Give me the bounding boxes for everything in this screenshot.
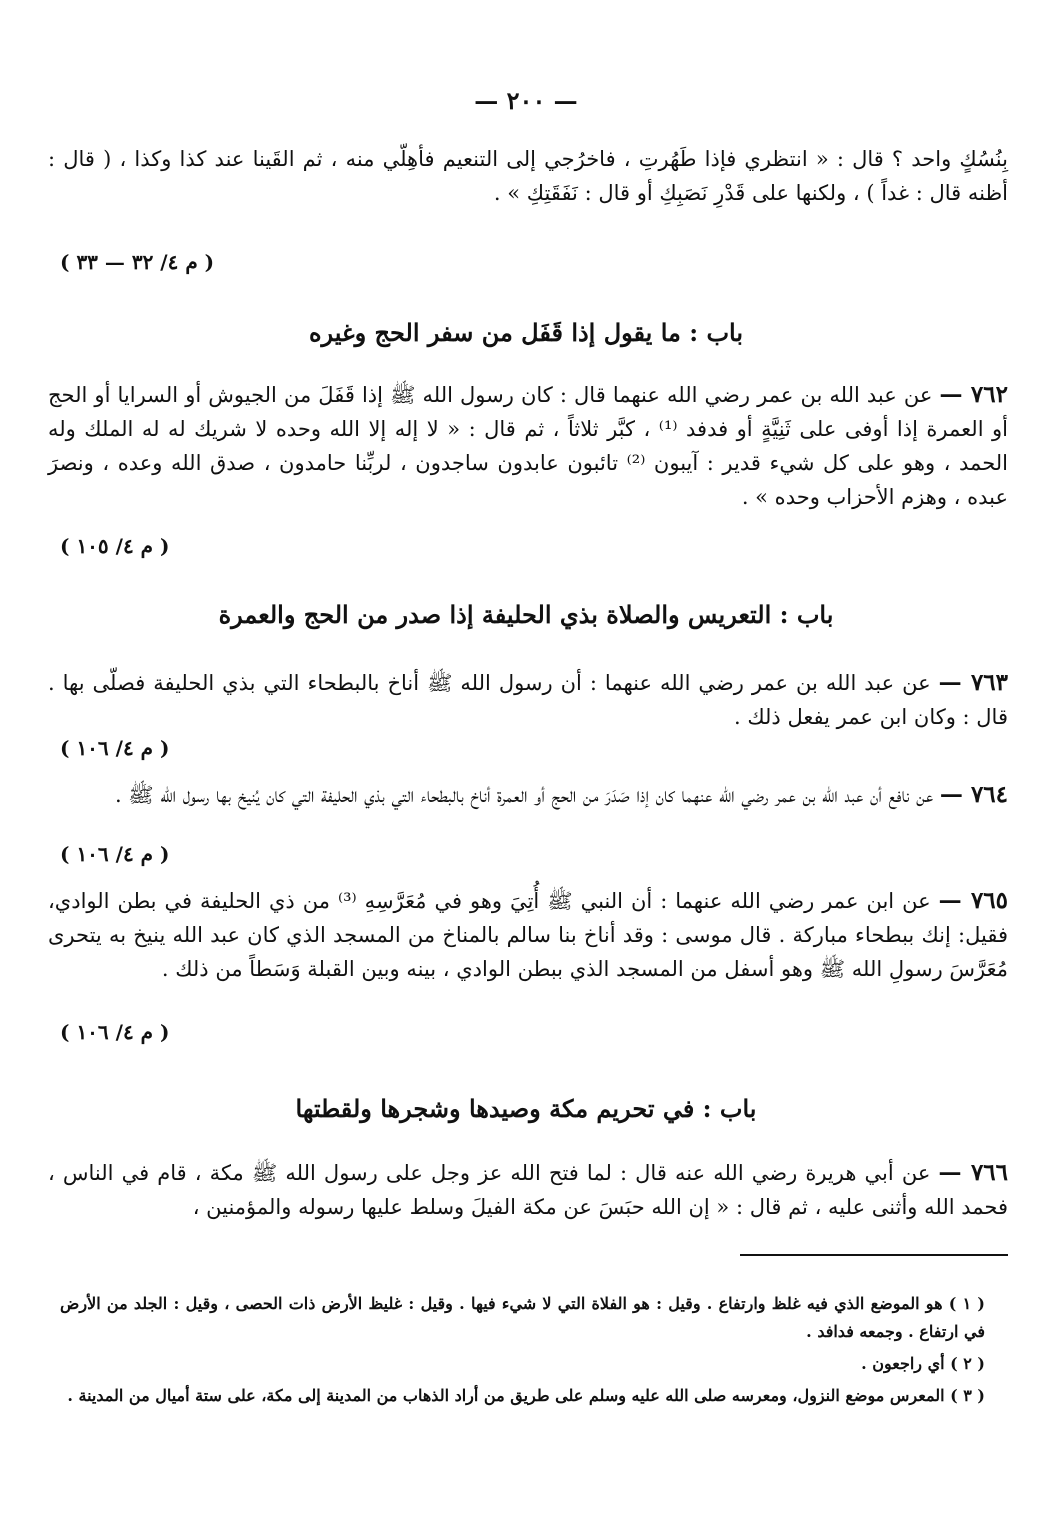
footnote-divider (740, 1254, 1008, 1256)
hadith-763-reference: ( م ٤/ ١٠٦ ) (60, 736, 170, 760)
section-heading-3: باب : في تحريم مكة وصيدها وشجرها ولقطتها (295, 1094, 757, 1123)
intro-text: بِنُسُكٍ واحد ؟ قال : « انتظري فإذا طَهُرتِ ، فاخرُجي إلى التنعيم فأهِلّي منه ، ثم القَينا عند كذا وكذا ، ( قال : أظنه قال : غداً ) ، ولكنها على قَدْرِ نَصَبِكِ أو قال : نَفَقَتِكِ » . (48, 147, 1008, 205)
hadith-number: ٧٦٤ — (939, 781, 1008, 808)
intro-reference: ( م ٤/ ٣٢ — ٣٣ ) (60, 250, 215, 274)
hadith-number: ٧٦٥ — (938, 887, 1008, 914)
hadith-number: ٧٦٢ — (939, 381, 1008, 408)
hadith-762-reference: ( م ٤/ ١٠٥ ) (60, 534, 170, 558)
hadith-number: ٧٦٣ — (938, 669, 1008, 696)
footnote-1: ( ١ ) هو الموضع الذي فيه غلظ وارتفاع . وقيل : هو الفلاة التي لا شيء فيها . وقيل : غليظ الأرض ذات الحصى ، وقيل : الجلد من الأرض في ارتفاع . وجمعه فدافد . (60, 1294, 986, 1341)
hadith-765-reference: ( م ٤/ ١٠٦ ) (60, 1020, 170, 1044)
hadith-766 (48, 1156, 1008, 1224)
page-number: — ٢٠٠ — (474, 86, 578, 115)
hadith-text: عن ابن عمر رضي الله عنهما : أن النبي ﷺ أُتِيَ وهو في مُعَرَّسِهِ ⁽³⁾ من ذي الحليفة في بطن الوادي، فقيل: إنك ببطحاء مباركة . قال موسى : وقد أناخ بنا سالم بالمناخ من المسجد الذي كان عبد الله ينيخ به يتحرى مُعَرَّسَ رسولِ الله ﷺ وهو أسفل من المسجد الذي ببطن الوادي ، بينه وبين القبلة وَسَطاً من ذلك . (48, 889, 1008, 981)
hadith-765 (48, 884, 1008, 986)
section-heading-2: باب : التعريس والصلاة بذي الحليفة إذا صدر من الحج والعمرة (218, 600, 834, 629)
hadith-text: عن عبد الله بن عمر رضي الله عنهما : أن رسول الله ﷺ أناخ بالبطحاء التي بذي الحليفة فصلّى بها . قال : وكان ابن عمر يفعل ذلك . (48, 671, 1008, 729)
hadith-text: عن نافع أن عبد الله بن عمر رضي الله عنهما كان إذا صَدَرَ من الحج أو العمرة أناخ بالبطحاء التي بذي الحليفة التي كان يُنيخ بها رسول الله ﷺ . (114, 783, 934, 807)
hadith-764 (48, 778, 1008, 812)
footnote-3: ( ٣ ) المعرس موضع النزول، ومعرسه صلى الله عليه وسلم على طريق من أراد الذهاب من المدينة إلى مكة، على ستة أميال من المدينة . (67, 1386, 985, 1405)
hadith-764-reference: ( م ٤/ ١٠٦ ) (60, 842, 170, 866)
hadith-763 (48, 666, 1008, 734)
hadith-762 (48, 378, 1008, 514)
section-heading-1: باب : ما يقول إذا قَفَل من سفر الحج وغيره (308, 318, 744, 347)
hadith-number: ٧٦٦ — (938, 1159, 1009, 1186)
hadith-text: عن أبي هريرة رضي الله عنه قال : لما فتح الله عز وجل على رسول الله ﷺ مكة ، قام في الناس ، فحمد الله وأثنى عليه ، ثم قال : « إن الله حبَسَ عن مكة الفيلَ وسلط عليها رسوله والمؤمنين ، (48, 1161, 1008, 1219)
hadith-text: عن عبد الله بن عمر رضي الله عنهما قال : كان رسول الله ﷺ إذا قَفَلَ من الجيوش أو السرايا أو الحج أو العمرة إذا أوفى على ثَنِيَّةٍ أو فدفد ⁽¹⁾ ، كبَّر ثلاثاً ، ثم قال : « لا إله إلا الله وحده لا شريك له له الملك وله الحمد ، وهو على كل شيء قدير : آيبون ⁽²⁾ تائبون عابدون ساجدون ، لربِّنا حامدون ، صدق الله وعده ، ونصرَ عبده ، وهزم الأحزاب وحده » . (48, 383, 1008, 509)
footnote-2: ( ٢ ) أي راجعون . (861, 1354, 985, 1373)
